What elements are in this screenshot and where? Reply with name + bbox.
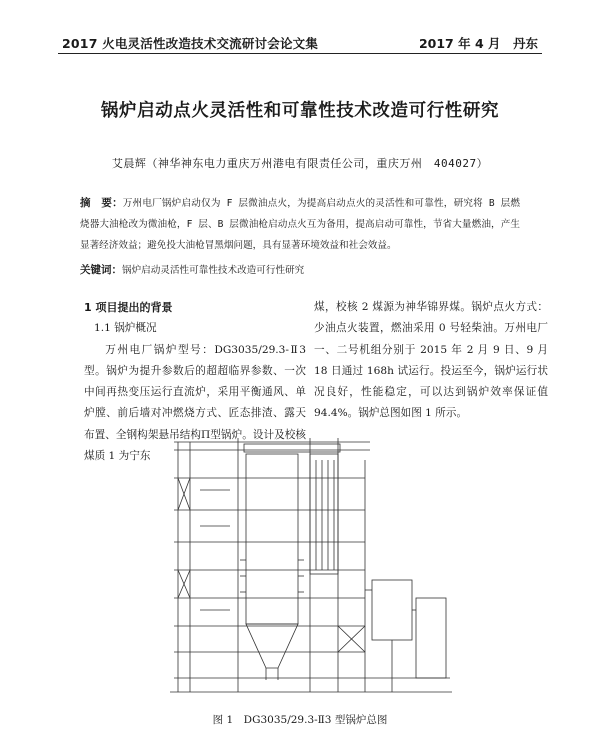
keywords-text: 锅炉启动灵活性可靠性技术改造可行性研究 bbox=[122, 265, 305, 276]
body-paragraph-right: 煤，校核 2 煤源为神华锦界煤。锅炉点火方式：少油点火装置，燃油采用 0 号轻柴油。万州电厂一、二号机组分别于 2015 年 2 月 9 日、9 月 18 日通过 168h 试运行。投运至今，锅炉运行状况良好，性能稳定，可以达到锅炉效率保证值 94.4%。锅炉总图如图 1 所示。 bbox=[314, 301, 548, 420]
abstract-label: 摘 要： bbox=[80, 197, 123, 209]
boiler-general-drawing bbox=[160, 430, 460, 698]
keywords-label: 关键词： bbox=[80, 264, 122, 276]
section-heading: 1 项目提出的背景 bbox=[84, 301, 173, 314]
running-header-journal: 2017 火电灵活性改造技术交流研讨会论文集 bbox=[62, 36, 319, 51]
abstract-text: 万州电厂锅炉启动仅为 F 层微油点火，为提高启动点火的灵活性和可靠性，研究将 B 层燃烧器大油枪改为微油枪，F 层、B 层微油枪启动点火互为备用，提高启动可靠性，节省大量燃油，产生显著经济效益；避免投大油枪冒黑烟问题，具有显著环境效益和社会效益。 bbox=[80, 198, 521, 251]
figure-caption: 图 1 DG3035/29.3-Ⅱ3 型锅炉总图 bbox=[212, 714, 388, 726]
abstract bbox=[80, 193, 520, 256]
keywords bbox=[80, 262, 520, 277]
body-column-right bbox=[314, 297, 548, 425]
header-divider bbox=[58, 53, 542, 54]
paper-title: 锅炉启动点火灵活性和可靠性技术改造可行性研究 bbox=[100, 101, 500, 121]
running-header-date: 2017 年 4 月 丹东 bbox=[418, 36, 538, 51]
body-paragraph-left: 万州电厂锅炉型号：DG3035/29.3-Ⅱ3 型。锅炉为提升参数后的超超临界参数、一次中间再热变压运行直流炉，采用平衡通风、单炉膛、前后墙对冲燃烧方式、匠态排渣、露天布置、全钢构架悬吊结构Π型锅炉。设计及校核煤质 1 为宁东 bbox=[84, 343, 306, 463]
subsection-heading: 1.1 锅炉概况 bbox=[94, 322, 157, 335]
author-affiliation: 艾晨辉（神华神东电力重庆万州港电有限责任公司，重庆万州 404027） bbox=[111, 157, 489, 170]
